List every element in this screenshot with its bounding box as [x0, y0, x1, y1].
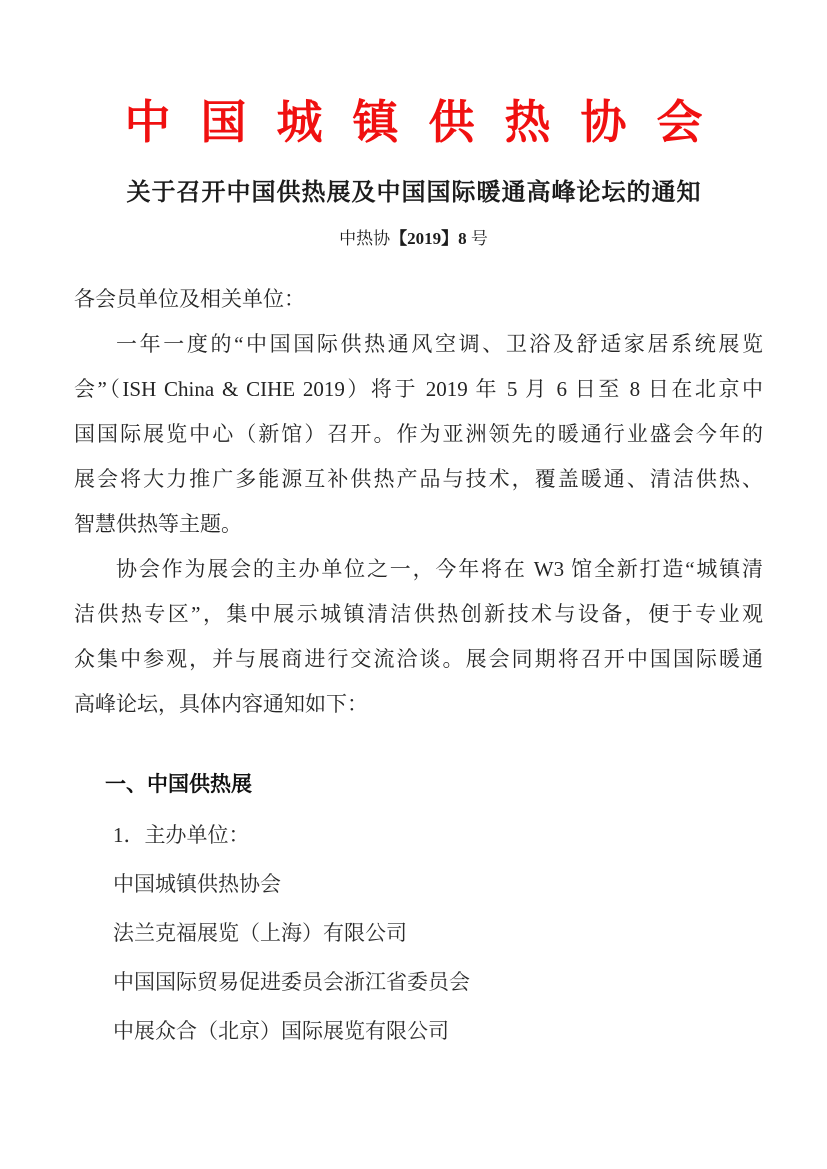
paragraph-2 — [74, 547, 763, 727]
paragraph-2-line-1: 协会作为展会的主办单位之一，今年将在 W3 馆全新打造“城镇清 — [116, 557, 763, 581]
organizer-4: 中展众合（北京）国际展览有限公司 — [113, 1019, 449, 1043]
organizer-1: 中国城镇供热协会 — [113, 872, 281, 896]
paragraph-2-line-4: 高峰论坛，具体内容通知如下： — [74, 692, 368, 716]
paragraph-1-line-5: 智慧供热等主题。 — [74, 512, 242, 536]
paragraph-1-line-3: 国国际展览中心（新馆）召开。作为亚洲领先的暖通行业盛会今年的 — [74, 422, 763, 446]
paragraph-1-line-2: 会”（ISH China & CIHE 2019）将于 2019 年 5 月 6 日至 8 日在北京中 — [74, 377, 763, 401]
paragraph-2-line-3: 众集中参观，并与展商进行交流洽谈。展会同期将召开中国国际暖通 — [74, 647, 763, 671]
org-title: 中国城镇供热协会 — [124, 97, 733, 148]
salutation: 各会员单位及相关单位： — [74, 287, 305, 311]
doc-number-suffix: 号 — [466, 229, 488, 248]
section-1-heading: 一、中国供热展 — [105, 773, 252, 796]
document-body — [74, 277, 763, 727]
doc-title: 关于召开中国供热展及中国国际暖通高峰论坛的通知 — [126, 180, 702, 206]
paragraph-1-line-1: 一年一度的“中国国际供热通风空调、卫浴及舒适家居系统展览 — [116, 332, 763, 356]
doc-number — [0, 227, 827, 251]
organizer-list — [113, 811, 763, 1056]
doc-number-issue: 【2019】8 — [390, 229, 467, 248]
organizer-2: 法兰克福展览（上海）有限公司 — [113, 921, 407, 945]
paragraph-1-line-4: 展会将大力推广多能源互补供热产品与技术，覆盖暖通、清洁供热、 — [74, 467, 763, 491]
organizer-3: 中国国际贸易促进委员会浙江省委员会 — [113, 970, 470, 994]
item-1-label: 1．主办单位： — [113, 823, 250, 847]
paragraph-2-line-2: 洁供热专区”，集中展示城镇清洁供热创新技术与设备，便于专业观 — [74, 602, 763, 626]
doc-number-prefix: 中热协 — [339, 229, 391, 248]
paragraph-1 — [74, 322, 763, 547]
